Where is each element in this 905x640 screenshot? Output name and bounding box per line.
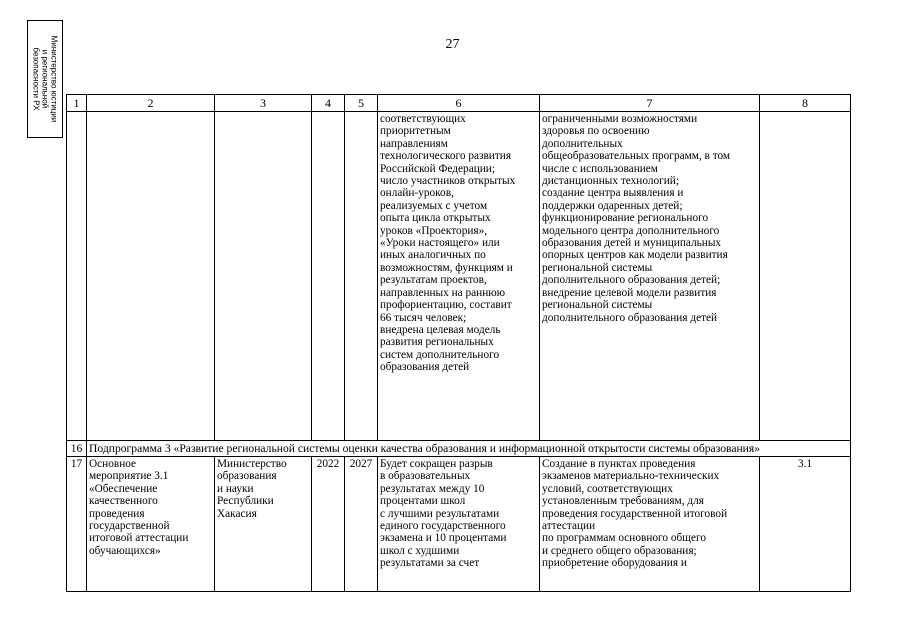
text-line: результатах между 10 [380, 482, 485, 495]
text-line: условий, соответствующих [542, 482, 673, 495]
stamp-line: Министерство юстиции [49, 35, 59, 123]
text-line: Создание в пунктах проведения [542, 458, 696, 470]
text-line: экзамена и 10 процентами [380, 532, 507, 545]
text-line: установленным требованиям, для [542, 495, 704, 508]
text-line: «Уроки настоящего» или [380, 237, 500, 250]
page-number: 27 [445, 37, 460, 52]
indicator-cell: 3.1 [760, 457, 851, 592]
text-line: уроков «Проектория», [380, 224, 488, 237]
results-cell [378, 112, 540, 441]
text-line: региональной системы [542, 261, 653, 274]
text-line: опыта цикла открытых [380, 212, 491, 225]
text-line: экзаменов материально-технических [542, 470, 720, 483]
text-line: онлайн-уроков, [380, 187, 454, 200]
cell [760, 112, 851, 441]
text-line: приобретение оборудования и [542, 557, 687, 570]
text-line: 66 тысяч человек; [380, 311, 467, 324]
cell [312, 112, 345, 441]
header-cell: 4 [312, 95, 345, 112]
text-line: здоровья по освоению [542, 125, 650, 138]
header-cell: 1 [67, 95, 87, 112]
text-line: качественного [89, 495, 158, 508]
text-line: развития региональных [380, 336, 494, 349]
text-line: обучающихся» [89, 544, 161, 557]
text-line: приоритетным [380, 125, 451, 138]
text-line: результатами за счет [380, 557, 480, 570]
text-line: модельного центра дополнительного [542, 224, 720, 237]
text-line: опорных центров как модели развития [542, 249, 728, 262]
text-line: направлениям [380, 137, 448, 150]
text-line: числе с использованием [542, 162, 658, 175]
text-line: процентами школ [380, 495, 466, 508]
row-number: 16 [67, 441, 87, 457]
text-line: Республики [217, 495, 274, 508]
text-line: школ с худшими [380, 544, 460, 557]
header-cell: 3 [215, 95, 312, 112]
text-line: возможностям, функциям и [380, 261, 513, 274]
text-line: внедрена целевая модель [380, 323, 501, 336]
text-line: дополнительного образования детей [542, 311, 718, 324]
cell [215, 112, 312, 441]
start-year-cell: 2022 [312, 457, 345, 592]
text-line: систем дополнительного [380, 348, 500, 361]
stamp-text [32, 36, 59, 123]
table-row [67, 457, 851, 592]
text-line: «Обеспечение [89, 482, 158, 495]
text-line: создание центра выявления и [542, 187, 684, 200]
text-line: единого государственного [380, 520, 506, 533]
text-line: функционирование регионального [542, 212, 709, 225]
results-cell [378, 457, 540, 592]
header-cell: 8 [760, 95, 851, 112]
text-line: ограниченными возможностями [542, 113, 698, 125]
header-cell: 7 [540, 95, 760, 112]
text-line: образования детей [380, 361, 470, 374]
text-line: соответствующих [380, 113, 466, 125]
text-line: региональной системы [542, 299, 653, 312]
subprogram-row [67, 441, 851, 457]
text-line: проведения [89, 507, 145, 520]
cell [87, 112, 215, 441]
text-line: дополнительного образования детей; [542, 274, 721, 287]
text-line: и науки [217, 482, 254, 495]
activities-cell [540, 112, 760, 441]
program-table [66, 94, 851, 592]
stamp [27, 20, 63, 138]
stamp-line: и региональной [40, 49, 50, 109]
text-line: проведения государственной итоговой [542, 507, 728, 520]
text-line: и среднего общего образования; [542, 544, 697, 557]
measure-name-cell [87, 457, 215, 592]
text-line: Основное [89, 458, 137, 470]
text-line: в образовательных [380, 470, 471, 483]
text-line: реализуемых с учетом [380, 199, 488, 212]
end-year-cell: 2027 [345, 457, 378, 592]
stamp-line: безопасности РХ [31, 47, 41, 111]
text-line: аттестации [542, 520, 596, 533]
header-cell: 2 [87, 95, 215, 112]
text-line: технологического развития [380, 150, 512, 163]
text-line: образования [217, 470, 277, 483]
text-line: образования детей и муниципальных [542, 237, 722, 250]
text-line: внедрение целевой модели развития [542, 286, 717, 299]
header-cell: 5 [345, 95, 378, 112]
text-line: результатам проектов, [380, 274, 487, 287]
header-row [67, 95, 851, 112]
cell [345, 112, 378, 441]
text-line: итоговой аттестации [89, 532, 189, 545]
text-line: профориентацию, составит [380, 299, 512, 312]
text-line: мероприятие 3.1 [89, 470, 169, 483]
activities-cell [540, 457, 760, 592]
header-cell: 6 [378, 95, 540, 112]
text-line: дополнительных [542, 137, 623, 150]
text-line: поддержки одаренных детей; [542, 199, 683, 212]
subprogram-title: Подпрограмма 3 «Развитие региональной системы оценки качества образования и информационной открытости системы образования» [87, 441, 851, 457]
text-line: с лучшими результатами [380, 507, 500, 520]
text-line: государственной [89, 520, 170, 533]
text-line: Министерство [217, 458, 287, 470]
row-number: 17 [67, 457, 87, 592]
text-line: иных аналогичных по [380, 249, 486, 262]
text-line: дистанционных технологий; [542, 175, 679, 188]
text-line: направленных на раннюю [380, 286, 506, 299]
table-row-continued [67, 112, 851, 441]
text-line: общеобразовательных программ, в том [542, 150, 731, 163]
text-line: Будет сокращен разрыв [380, 458, 493, 470]
text-line: по программам основного общего [542, 532, 706, 545]
cell [67, 112, 87, 441]
text-line: число участников открытых [380, 175, 516, 188]
executor-cell [215, 457, 312, 592]
text-line: Хакасия [217, 507, 257, 520]
text-line: Российской Федерации; [380, 162, 495, 175]
